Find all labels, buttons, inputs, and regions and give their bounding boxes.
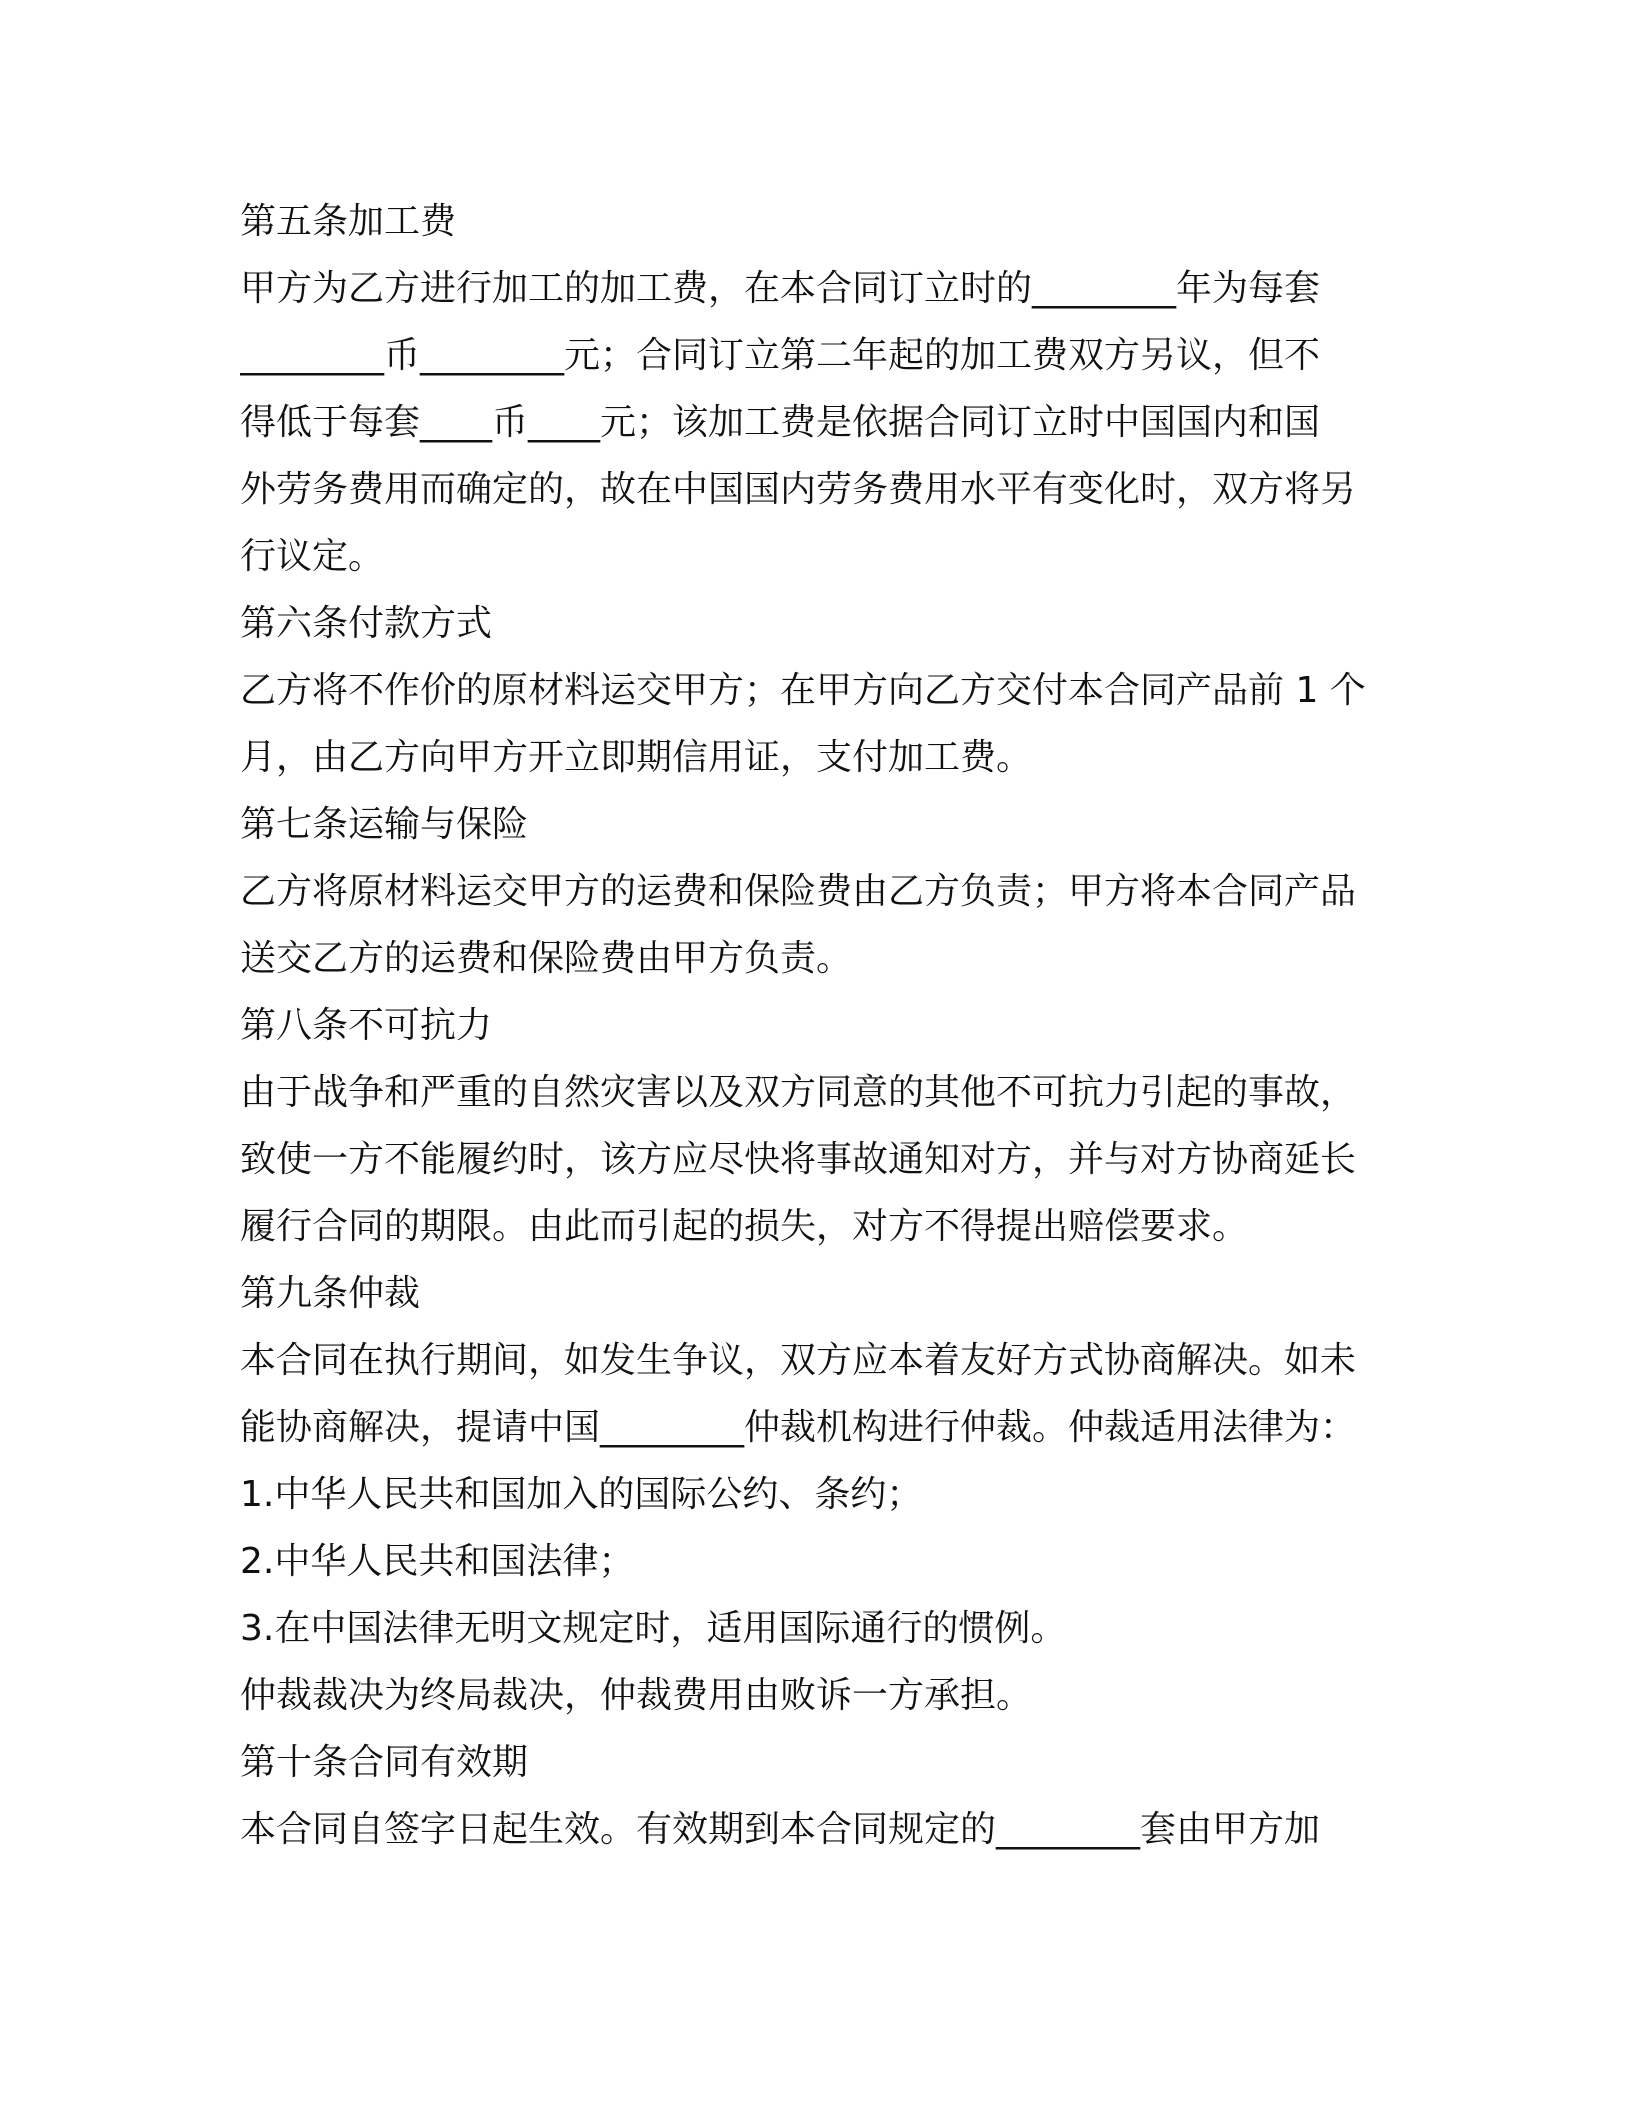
- article-9-line-2: 能协商解决，提请中国________仲裁机构进行仲裁。仲裁适用法律为：: [240, 1407, 1357, 1448]
- article-5-line-1: 甲方为乙方进行加工的加工费，在本合同订立时的________年为每套: [240, 268, 1321, 309]
- article-8-line-3: 履行合同的期限。由此而引起的损失，对方不得提出赔偿要求。: [240, 1206, 1249, 1247]
- article-6-line-1: 乙方将不作价的原材料运交甲方；在甲方向乙方交付本合同产品前 1 个: [240, 670, 1366, 711]
- article-7-line-1: 乙方将原材料运交甲方的运费和保险费由乙方负责；甲方将本合同产品: [240, 871, 1357, 912]
- article-8-heading: 第八条不可抗力: [240, 1005, 493, 1046]
- article-6-line-2: 月，由乙方向甲方开立即期信用证，支付加工费。: [240, 737, 1033, 778]
- article-9-item-2: 2.中华人民共和国法律；: [240, 1541, 635, 1582]
- document-page: [240, 188, 1392, 1863]
- article-8-line-1: 由于战争和严重的自然灾害以及双方同意的其他不可抗力引起的事故，: [240, 1072, 1357, 1113]
- article-5-line-5: 行议定。: [240, 536, 385, 577]
- article-6-heading: 第六条付款方式: [240, 603, 493, 644]
- article-9-item-1: 1.中华人民共和国加入的国际公约、条约；: [240, 1474, 923, 1515]
- article-8-line-2: 致使一方不能履约时，该方应尽快将事故通知对方，并与对方协商延长: [240, 1139, 1357, 1180]
- article-5-line-3: 得低于每套____币____元；该加工费是依据合同订立时中国国内和国: [240, 402, 1321, 443]
- article-7-line-2: 送交乙方的运费和保险费由甲方负责。: [240, 938, 853, 979]
- article-7-heading: 第七条运输与保险: [240, 804, 529, 845]
- article-5-heading: 第五条加工费: [240, 201, 457, 242]
- article-9-item-3: 3.在中国法律无明文规定时，适用国际通行的惯例。: [240, 1608, 1067, 1649]
- article-5-line-4: 外劳务费用而确定的，故在中国国内劳务费用水平有变化时，双方将另: [240, 469, 1357, 510]
- article-9-line-3: 仲裁裁决为终局裁决，仲裁费用由败诉一方承担。: [240, 1675, 1033, 1716]
- article-10-line-1: 本合同自签字日起生效。有效期到本合同规定的________套由甲方加: [240, 1809, 1321, 1850]
- article-5-line-2: ________币________元；合同订立第二年起的加工费双方另议，但不: [240, 335, 1321, 376]
- article-10-heading: 第十条合同有效期: [240, 1742, 529, 1783]
- article-9-line-1: 本合同在执行期间，如发生争议，双方应本着友好方式协商解决。如未: [240, 1340, 1357, 1381]
- article-9-heading: 第九条仲裁: [240, 1273, 421, 1314]
